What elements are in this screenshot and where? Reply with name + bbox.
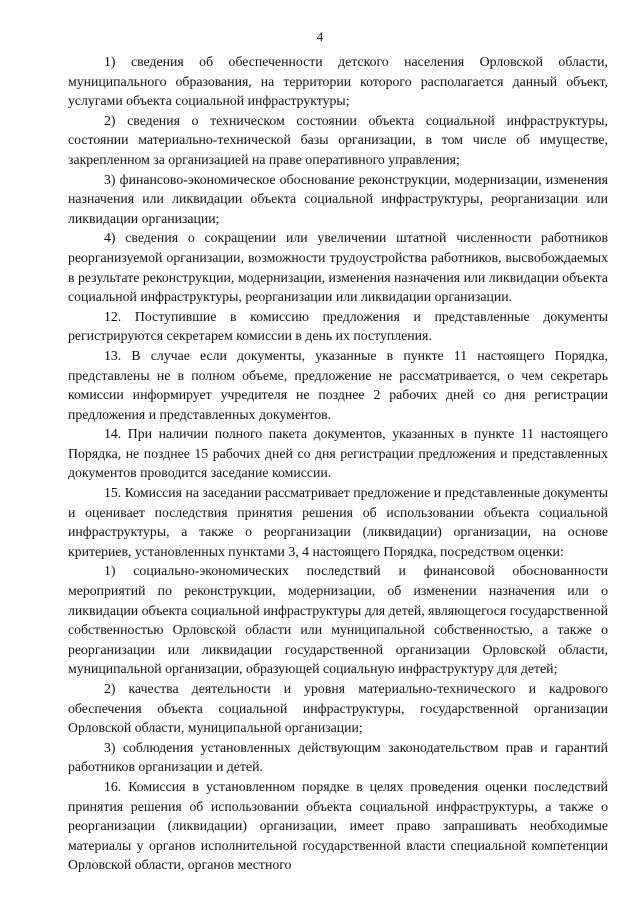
paragraph-item-4-staff-changes: 4) сведения о сокращении или увеличении штатной численности работников реорганизуемой организации, возможности трудоустройства работников, высвобождаемых в результате реконструкции, модернизации, изменения назначения или ликвидации объекта социальной инфраструктуры, реорганизации или ликвидации организации.: [68, 230, 608, 305]
paragraph-clause-16: 16. Комиссия в установленном порядке в целях проведения оценки последствий принятия решения об использовании объекта социальной инфраструктуры, а также о реорганизации (ликвидации) организации, имеет право запрашивать необходимые материалы у органов исполнительной государственной власти специальной компетенции Орловской области, органов местного: [68, 778, 608, 873]
paragraph-clause-12: 12. Поступившие в комиссию предложения и представленные документы регистрируются секретарем комиссии в день их поступления.: [68, 308, 608, 344]
paragraph-item-2-technical-state: 2) сведения о техническом состоянии объекта социальной инфраструктуры, состоянии материально-технической базы организации, в том числе об имуществе, закрепленном за организацией на праве оперативного управления;: [68, 112, 608, 167]
paragraph-clause-15: 15. Комиссия на заседании рассматривает предложение и представленные документы и оценивает последствия принятия решения об использовании объекта социальной инфраструктуры, а также о реорганизации (ликвидации) организации, на основе критериев, установленных пунктами 3, 4 настоящего Порядка, посредством оценки:: [68, 485, 608, 559]
paragraph-clause-14: 14. При наличии полного пакета документов, указанных в пункте 11 настоящего Порядка, не позднее 15 рабочих дней со дня регистрации предложения и представленных документов проводится заседание комиссии.: [68, 426, 608, 481]
paragraph-clause-15-item-2: 2) качества деятельности и уровня материально-технического и кадрового обеспечения объекта социальной инфраструктуры, государственной организации Орловской области, муниципальной организации;: [68, 681, 608, 736]
paragraph-item-3-financial-justification: 3) финансово-экономическое обоснование реконструкции, модернизации, изменения назначения или ликвидации объекта социальной инфраструктуры, реорганизации или ликвидации организации;: [68, 171, 608, 226]
document-body: [68, 52, 608, 875]
paragraph-clause-15-item-1: 1) социально-экономических последствий и финансовой обоснованности мероприятий по реконструкции, модернизации, об изменении назначения или о ликвидации объекта социальной инфраструктуры для детей, являющегося государственной собственностью Орловской области или муниципальной собственностью, а также о реорганизации или ликвидации государственной организации Орловской области, муниципальной организации, образующей социальную инфраструктуру для детей;: [68, 563, 608, 677]
paragraph-clause-13: 13. В случае если документы, указанные в пункте 11 настоящего Порядка, представлены не в полном объеме, предложение не рассматривается, о чем секретарь комиссии информирует учредителя не позднее 2 рабочих дней со дня регистрации предложения и представленных документов.: [68, 347, 608, 422]
page-number: 4: [316, 29, 324, 44]
paragraph-clause-15-item-3: 3) соблюдения установленных действующим законодательством прав и гарантий работников организации и детей.: [68, 739, 608, 775]
paragraph-item-1-info-provision: 1) сведения об обеспеченности детского населения Орловской области, муниципального образования, на территории которого располагается данный объект, услугами объекта социальной инфраструктуры;: [68, 54, 608, 109]
